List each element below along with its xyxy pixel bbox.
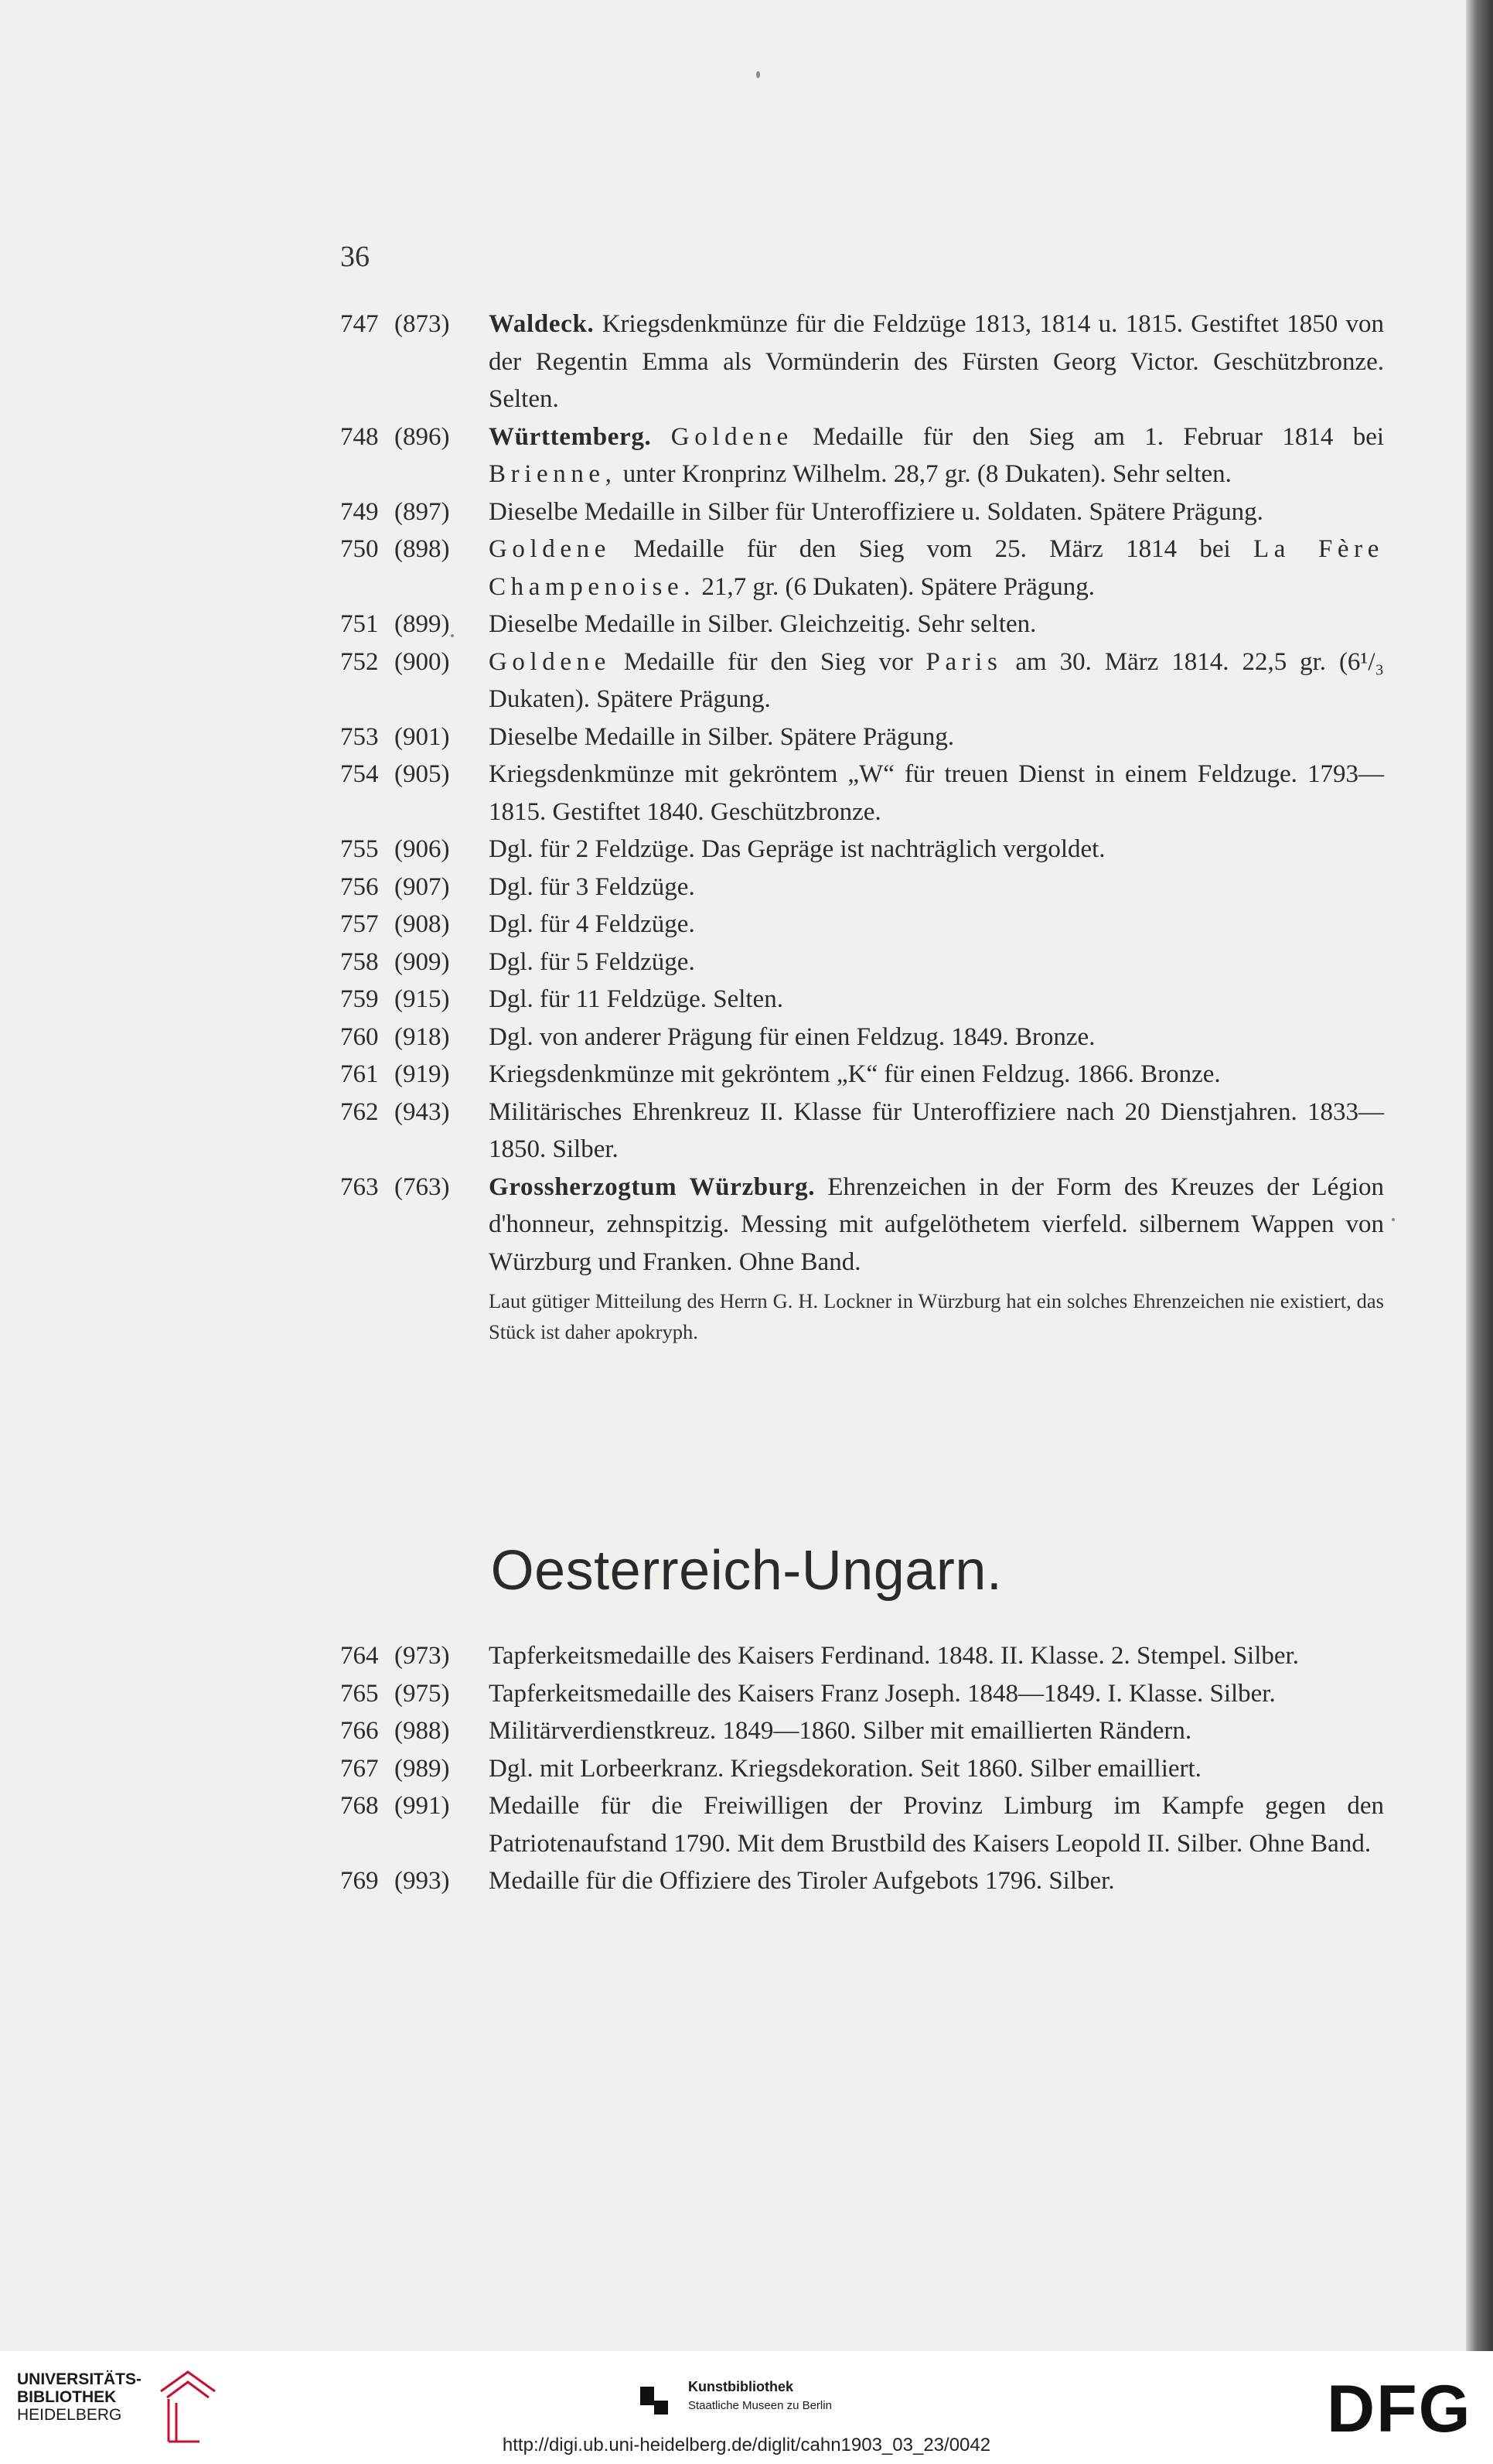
entry-758 [340, 944, 1384, 981]
entry-750 [340, 531, 1384, 606]
entry-text: Militärisches Ehrenkreuz II. Klasse für Unteroffiziere nach 20 Dienstjahren. 1833—1850. Silber. [489, 1097, 1384, 1163]
spaced-word: Goldene [489, 535, 611, 563]
entry-760 [340, 1019, 1384, 1056]
entry-753 [340, 718, 1384, 756]
entry-reference: (909) [394, 947, 450, 976]
entry-reference: (908) [394, 910, 450, 938]
entry-text: Kriegsdenkmünze mit gekröntem „W“ für treuen Dienst in einem Feldzuge. 1793—1815. Gestiftet 1840. Geschützbronze. [489, 760, 1384, 826]
entry-765 [340, 1675, 1384, 1713]
entry-reference: (993) [394, 1867, 450, 1895]
section-title: Oesterreich-Ungarn. [490, 1540, 1003, 1602]
entry-number: 761 [340, 1060, 379, 1088]
entry-number: 754 [340, 760, 379, 788]
entry-number: 763 [340, 1172, 379, 1201]
entry-reference: (900) [394, 647, 450, 676]
entry-text: Dgl. für 11 Feldzüge. Selten. [489, 985, 783, 1013]
spaced-word: La Fère Champenoise. [489, 535, 1384, 601]
entry-number: 756 [340, 872, 379, 901]
entry-description: Kriegsdenkmünze für die Feldzüge 1813, 1814 u. 1815. Gestiftet 1850 von der Regentin Emma als Vormünderin des Fürsten Georg Victor. Geschützbronze. Selten. [489, 310, 1384, 413]
entry-754 [340, 756, 1384, 831]
spaced-word: Goldene [670, 422, 793, 451]
entry-763 [340, 1169, 1384, 1348]
entry-769 [340, 1862, 1384, 1900]
entry-reference: (973) [394, 1642, 450, 1670]
entry-751 [340, 606, 1384, 643]
entry-reference: (901) [394, 722, 450, 751]
entry-text: Dieselbe Medaille in Silber für Unteroffiziere u. Soldaten. Spätere Prägung. [489, 497, 1263, 526]
kunstbibliothek-icon [634, 2382, 680, 2419]
entry-number: 748 [340, 422, 379, 451]
entry-reference: (988) [394, 1717, 450, 1745]
entry-description: Medaille für den Sieg vor [623, 647, 913, 676]
page-number: 36 [340, 241, 370, 273]
entry-reference: (991) [394, 1792, 450, 1820]
entry-text: Kriegsdenkmünze mit gekröntem „K“ für einen Feldzug. 1866. Bronze. [489, 1060, 1221, 1088]
entry-description: unter Kronprinz Wilhelm. 28,7 gr. (8 Dukaten). Sehr selten. [622, 460, 1232, 488]
entry-text: Militärverdienstkreuz. 1849—1860. Silber mit emaillierten Rändern. [489, 1717, 1192, 1745]
entry-762 [340, 1094, 1384, 1169]
entry-reference: (915) [394, 985, 450, 1013]
ub-mark-icon [153, 2368, 223, 2445]
entry-reference: (763) [394, 1172, 450, 1201]
spaced-word: Goldene [489, 647, 611, 676]
entry-748 [340, 418, 1384, 493]
entry-text: Dgl. mit Lorbeerkranz. Kriegsdekoration. Seit 1860. Silber emailliert. [489, 1754, 1202, 1783]
entry-reference: (899) [394, 610, 450, 638]
library-name-line3: HEIDELBERG [17, 2406, 122, 2424]
entry-number: 752 [340, 647, 379, 676]
ink-speck [756, 71, 760, 78]
entry-keyword: Grossherzogtum Würzburg. [489, 1172, 816, 1201]
entry-number: 747 [340, 310, 379, 338]
entry-text: Dgl. für 2 Feldzüge. Das Gepräge ist nachträglich vergoldet. [489, 835, 1106, 863]
dfg-logo[interactable]: DFG [1327, 2372, 1472, 2446]
entry-number: 760 [340, 1022, 379, 1051]
entry-reference: (897) [394, 497, 450, 526]
entry-number: 762 [340, 1097, 379, 1126]
spaced-word: Brienne, [489, 460, 617, 488]
entry-keyword: Waldeck. [489, 310, 595, 338]
entry-description: Medaille für den Sieg vom 25. März 1814 bei [633, 535, 1231, 563]
entry-749 [340, 493, 1384, 531]
entry-number: 764 [340, 1642, 379, 1670]
page-edge [1466, 0, 1493, 2351]
entry-text: Dieselbe Medaille in Silber. Spätere Prägung. [489, 722, 955, 751]
entry-text: Dgl. für 4 Feldzüge. [489, 910, 695, 938]
entry-reference: (896) [394, 422, 450, 451]
entry-description: 21,7 gr. (6 Dukaten). Spätere Prägung. [701, 572, 1095, 601]
entry-759 [340, 981, 1384, 1019]
entry-752 [340, 643, 1384, 718]
entry-747 [340, 305, 1384, 418]
entry-768 [340, 1787, 1384, 1862]
entry-reference: (907) [394, 872, 450, 901]
entry-keyword: Württemberg. [489, 422, 652, 451]
entry-description: Ehrenzeichen in der Form des Kreuzes der Légion d'honneur, zehnspitzig. Messing mit aufgelöthetem vierfeld. silbernem Wappen von Würzburg und Franken. Ohne Band. [489, 1172, 1384, 1276]
entry-text [489, 531, 1384, 606]
entry-text: Tapferkeitsmedaille des Kaisers Ferdinand. 1848. II. Klasse. 2. Stempel. Silber. [489, 1642, 1299, 1670]
entry-755 [340, 831, 1384, 869]
entry-761 [340, 1056, 1384, 1094]
entry-reference: (905) [394, 760, 450, 788]
entry-reference: (943) [394, 1097, 450, 1126]
entry-reference: (873) [394, 310, 450, 338]
entry-number: 768 [340, 1792, 379, 1820]
entry-text [489, 305, 1384, 418]
entry-reference: (989) [394, 1754, 450, 1783]
entry-description: am 30. März 1814. 22,5 gr. (6¹/₃ Dukaten). Spätere Prägung. [489, 647, 1384, 713]
entry-number: 751 [340, 610, 379, 638]
entry-text [489, 643, 1384, 718]
entry-description: Medaille für den Sieg am 1. Februar 1814 bei [813, 422, 1385, 451]
entry-number: 757 [340, 910, 379, 938]
spaced-word: Paris [925, 647, 1003, 676]
entry-text: Dieselbe Medaille in Silber. Gleichzeitig. Sehr selten. [489, 610, 1037, 638]
entry-number: 749 [340, 497, 379, 526]
library-name-line2: BIBLIOTHEK [17, 2388, 117, 2406]
entry-text: Dgl. für 3 Feldzüge. [489, 872, 695, 901]
entry-text: Dgl. von anderer Prägung für einen Feldzug. 1849. Bronze. [489, 1022, 1096, 1051]
entry-756 [340, 869, 1384, 906]
entry-list [340, 305, 1384, 1347]
entry-reference: (975) [394, 1679, 450, 1708]
footnote: Laut gütiger Mitteilung des Herrn G. H. Lockner in Würzburg hat ein solches Ehrenzeichen nie existiert, das Stück ist daher apokryph. [489, 1289, 1384, 1343]
entry-number: 766 [340, 1717, 379, 1745]
kunstbibliothek-logo[interactable] [634, 2368, 866, 2422]
entry-766 [340, 1712, 1384, 1750]
ink-speck [1392, 1218, 1395, 1221]
entry-number: 750 [340, 535, 379, 563]
entry-number: 758 [340, 947, 379, 976]
kunstbibliothek-title: Kunstbibliothek [688, 2379, 793, 2394]
entry-reference: (918) [394, 1022, 450, 1051]
entry-text [489, 418, 1384, 493]
kunstbibliothek-subtitle: Staatliche Museen zu Berlin [688, 2399, 832, 2412]
entry-text [489, 1169, 1384, 1348]
entry-757 [340, 906, 1384, 944]
entry-reference: (906) [394, 835, 450, 863]
entry-number: 767 [340, 1754, 379, 1783]
entry-number: 765 [340, 1679, 379, 1708]
entry-text: Tapferkeitsmedaille des Kaisers Franz Joseph. 1848—1849. I. Klasse. Silber. [489, 1679, 1276, 1708]
entry-text: Medaille für die Freiwilligen der Provinz Limburg im Kampfe gegen den Patriotenaufstand 1790. Mit dem Brustbild des Kaisers Leopold II. Silber. Ohne Band. [489, 1792, 1384, 1858]
entry-reference: (919) [394, 1060, 450, 1088]
ub-heidelberg-logo[interactable] [17, 2368, 218, 2424]
entry-764 [340, 1637, 1384, 1675]
entry-list-austria-hungary [340, 1637, 1384, 1900]
entry-text: Medaille für die Offiziere des Tiroler Aufgebots 1796. Silber. [489, 1867, 1115, 1895]
entry-number: 769 [340, 1867, 379, 1895]
entry-number: 759 [340, 985, 379, 1013]
library-name-line1: UNIVERSITÄTS- [17, 2370, 142, 2388]
entry-text: Dgl. für 5 Feldzüge. [489, 947, 695, 976]
entry-number: 755 [340, 835, 379, 863]
entry-767 [340, 1750, 1384, 1788]
entry-number: 753 [340, 722, 379, 751]
entry-reference: (898) [394, 535, 450, 563]
source-url-link[interactable]: http://digi.ub.uni-heidelberg.de/diglit/cahn1903_03_23/0042 [502, 2435, 991, 2455]
